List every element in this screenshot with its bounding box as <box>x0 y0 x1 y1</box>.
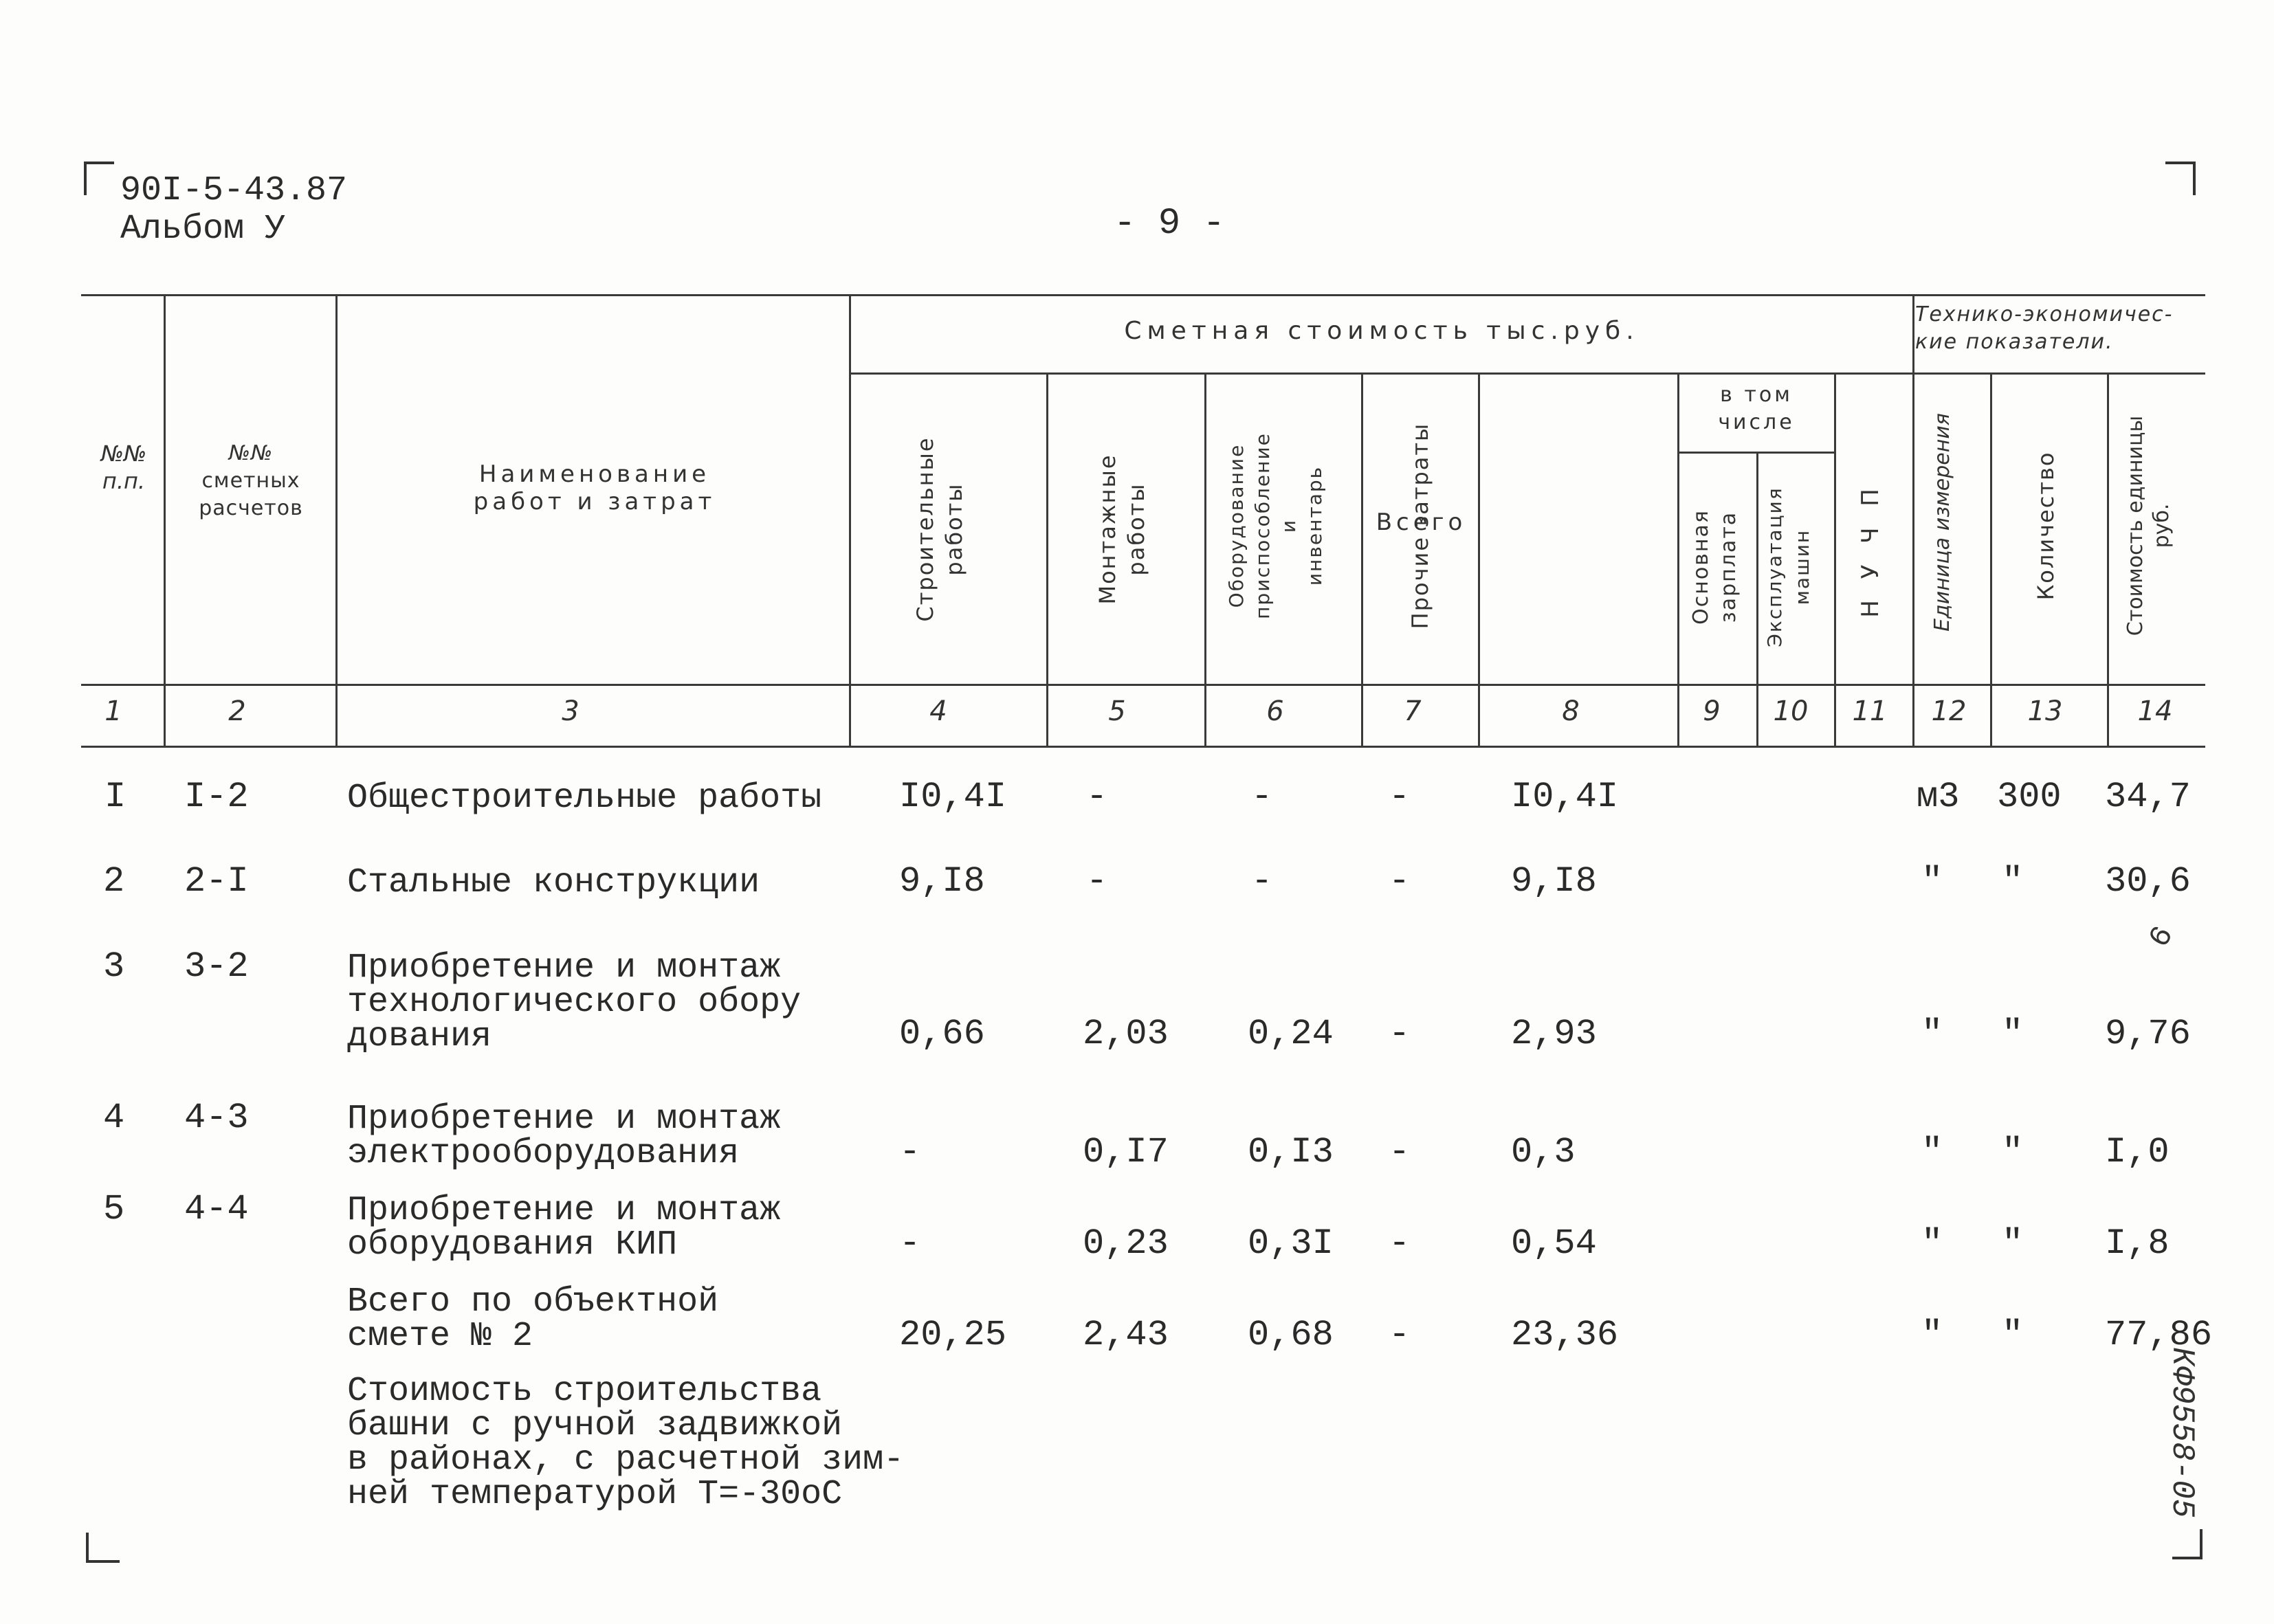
column-number: 8 <box>1562 696 1580 727</box>
document-header <box>120 172 347 249</box>
album-label: Альбом У <box>120 210 286 249</box>
installation-cost: 0,I7 <box>1083 1132 1169 1172</box>
construction-cost: - <box>899 1223 921 1264</box>
column-number: 12 <box>1931 696 1967 727</box>
construction-cost: 9,I8 <box>899 861 985 902</box>
header-calc-number: №№ сметных расчетов <box>199 441 303 520</box>
equipment-cost: 0,68 <box>1248 1315 1334 1355</box>
header-tech-indicators: Технико-экономичес- кие показатели. <box>1915 302 2174 354</box>
unit-cost: 9,76 <box>2105 1014 2191 1054</box>
equipment-cost: 0,24 <box>1248 1014 1334 1054</box>
work-name: Приобретение и монтаж электрооборудования <box>347 1100 781 1173</box>
equipment-cost: - <box>1251 861 1273 902</box>
corner-mark-top-left <box>84 162 114 195</box>
column-number: 13 <box>2027 696 2063 727</box>
corner-mark-top-right <box>2165 162 2196 195</box>
column-number: 5 <box>1108 696 1126 727</box>
work-name: Стальные конструкции <box>347 863 760 902</box>
quantity: " <box>2002 861 2024 902</box>
header-quantity: Количество <box>2033 451 2059 601</box>
header-estimated-cost: Сметная стоимость тыс.руб. <box>1124 317 1640 345</box>
unit-cost: 77,86 <box>2105 1315 2213 1355</box>
calc-number: 4-4 <box>184 1189 249 1230</box>
quantity: " <box>2002 1315 2024 1355</box>
column-number: 11 <box>1852 696 1888 727</box>
other-cost: - <box>1389 777 1411 817</box>
other-cost: - <box>1389 1315 1411 1355</box>
calc-number: 2-I <box>184 861 249 902</box>
unit-cost: 30,6 <box>2105 861 2191 902</box>
installation-cost: 2,03 <box>1083 1014 1169 1054</box>
row-number: 5 <box>103 1189 125 1230</box>
installation-cost: - <box>1086 861 1108 902</box>
header-base-salary: Основная зарплата <box>1689 509 1741 625</box>
installation-cost: 2,43 <box>1083 1315 1169 1355</box>
column-number: 3 <box>562 696 579 727</box>
column-number: 14 <box>2137 696 2173 727</box>
quantity: " <box>2002 1223 2024 1264</box>
row-number: 4 <box>103 1098 125 1138</box>
header-nchp: Н У Ч П <box>1857 482 1884 618</box>
header-machine-operation: Эксплуатация машин <box>1763 487 1813 647</box>
other-cost: - <box>1389 861 1411 902</box>
equipment-cost: 0,I3 <box>1248 1132 1334 1172</box>
column-number: 2 <box>228 696 246 727</box>
header-unit: Единица измерения <box>1930 413 1954 632</box>
header-installation-works: Монтажные работы <box>1094 454 1149 605</box>
unit-cost: I,0 <box>2105 1132 2170 1172</box>
construction-cost: - <box>899 1132 921 1172</box>
unit: " <box>1921 1315 1943 1355</box>
archive-stamp: КФ9558-05 <box>2164 1347 2200 1518</box>
quantity: 300 <box>1997 777 2062 817</box>
header-item-number: №№ п.п. <box>100 441 147 494</box>
row-number: 2 <box>103 861 125 902</box>
construction-note: Стоимость строительства башни с ручной задвижкой в районах, с расчетной зим- ней температурой Т=-30оС <box>347 1372 905 1514</box>
column-number: 9 <box>1703 696 1721 727</box>
total-cost: I0,4I <box>1511 777 1619 817</box>
total-cost: 23,36 <box>1511 1315 1619 1355</box>
corner-mark-bottom-right <box>2172 1529 2203 1559</box>
row-number: 3 <box>103 946 125 987</box>
row-number: I <box>104 777 126 817</box>
page-number: - 9 - <box>1114 203 1226 245</box>
unit: " <box>1921 861 1943 902</box>
total-cost: 0,54 <box>1511 1223 1597 1264</box>
unit-cost: 34,7 <box>2105 777 2191 817</box>
work-name: Приобретение и монтаж технологического обору дования <box>347 948 802 1056</box>
header-including: в том числе <box>1718 383 1795 434</box>
corner-mark-bottom-left <box>86 1533 120 1563</box>
equipment-cost: 0,3I <box>1248 1223 1334 1264</box>
header-other-costs: Прочие затраты <box>1407 422 1433 630</box>
total-cost: 9,I8 <box>1511 861 1597 902</box>
unit: м3 <box>1917 777 1960 817</box>
total-cost: 0,3 <box>1511 1132 1576 1172</box>
installation-cost: 0,23 <box>1083 1223 1169 1264</box>
quantity: " <box>2002 1014 2024 1054</box>
header-work-name: Наименование работ и затрат <box>473 460 716 515</box>
construction-cost: 0,66 <box>899 1014 985 1054</box>
other-cost: - <box>1389 1014 1411 1054</box>
work-name: Общестроительные работы <box>347 779 822 818</box>
work-name: Приобретение и монтаж оборудования КИП <box>347 1191 781 1265</box>
calc-number: I-2 <box>184 777 249 817</box>
unit: " <box>1921 1223 1943 1264</box>
column-number: 7 <box>1404 696 1422 727</box>
side-page-mark: 9 <box>2138 918 2178 951</box>
equipment-cost: - <box>1251 777 1273 817</box>
total-cost: 2,93 <box>1511 1014 1597 1054</box>
column-number: 10 <box>1773 696 1809 727</box>
installation-cost: - <box>1086 777 1108 817</box>
other-cost: - <box>1389 1223 1411 1264</box>
header-total: Всего <box>1376 509 1467 536</box>
construction-cost: I0,4I <box>899 777 1007 817</box>
calc-number: 3-2 <box>184 946 249 987</box>
header-unit-cost: Стоимость единицы руб. <box>2123 415 2174 636</box>
work-name: Всего по объектной смете № 2 <box>347 1282 719 1356</box>
document-code: 90I-5-43.87 <box>120 171 348 210</box>
unit: " <box>1921 1014 1943 1054</box>
quantity: " <box>2002 1132 2024 1172</box>
unit-cost: I,8 <box>2105 1223 2170 1264</box>
header-equipment: Оборудование приспособление и инвентарь <box>1225 432 1326 619</box>
column-number: 4 <box>929 696 947 727</box>
calc-number: 4-3 <box>184 1098 249 1138</box>
other-cost: - <box>1389 1132 1411 1172</box>
header-construction-works: Строительные работы <box>912 436 967 622</box>
construction-cost: 20,25 <box>899 1315 1007 1355</box>
unit: " <box>1921 1132 1943 1172</box>
column-number: 6 <box>1266 696 1284 727</box>
column-number: 1 <box>104 696 122 727</box>
